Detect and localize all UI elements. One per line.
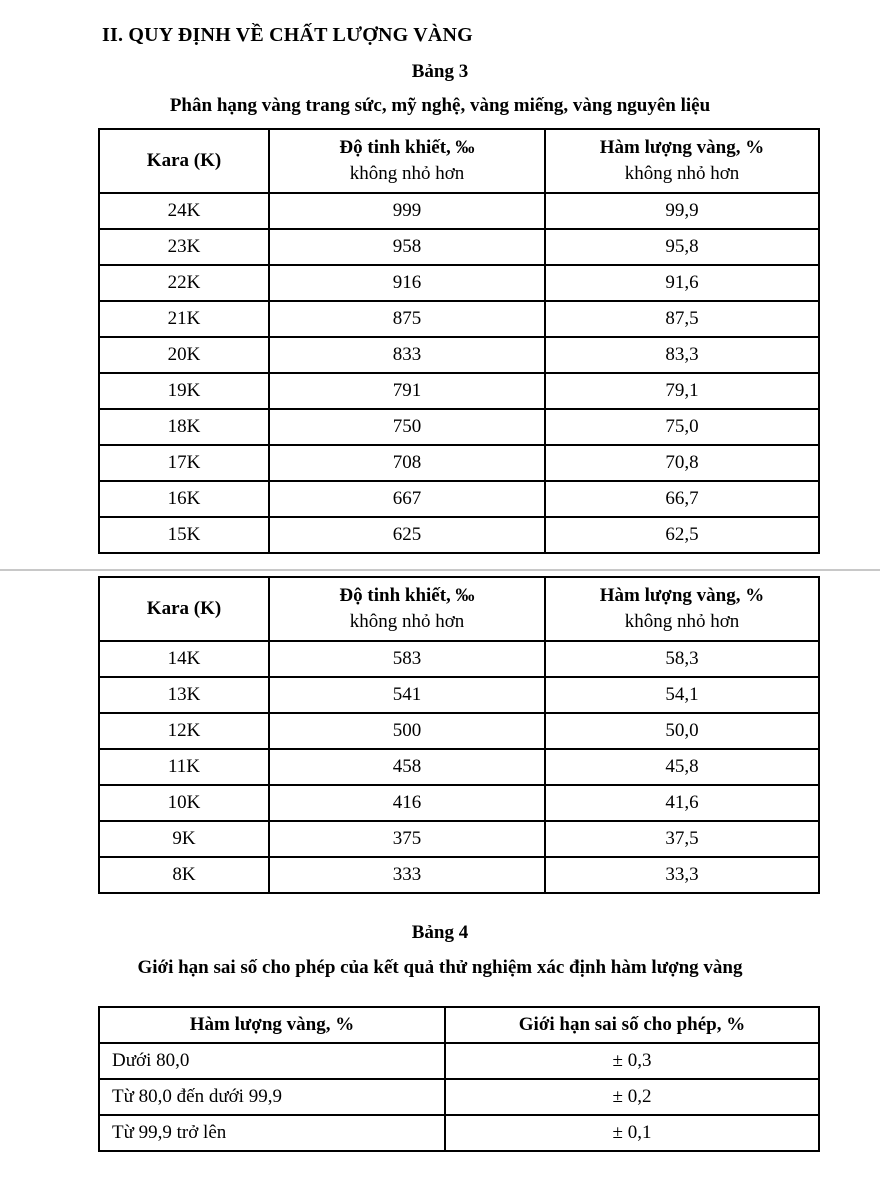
table-row	[99, 373, 819, 409]
header-purity-sub: không nhỏ hơn	[349, 162, 465, 184]
cell-content: 58,3	[545, 641, 819, 677]
cell-kara: 18K	[99, 409, 269, 445]
cell-content: 33,3	[545, 857, 819, 893]
cell-purity: 333	[269, 857, 545, 893]
page-break-divider	[0, 569, 880, 571]
cell-purity: 750	[269, 409, 545, 445]
cell-purity: 833	[269, 337, 545, 373]
table-header-row	[99, 129, 819, 193]
cell-kara: 19K	[99, 373, 269, 409]
table-row	[99, 1079, 819, 1115]
cell-content: 99,9	[545, 193, 819, 229]
header-content-label: Hàm lượng vàng, %	[599, 584, 765, 606]
table-row	[99, 857, 819, 893]
header-content	[545, 129, 819, 193]
table-row	[99, 749, 819, 785]
cell-kara: 24K	[99, 193, 269, 229]
table-row	[99, 337, 819, 373]
cell-purity: 625	[269, 517, 545, 553]
header-content-label: Hàm lượng vàng, %	[599, 136, 765, 158]
section-title: II. QUY ĐỊNH VỀ CHẤT LƯỢNG VÀNG	[102, 24, 473, 46]
cell-purity: 458	[269, 749, 545, 785]
cell-tolerance: ± 0,1	[445, 1115, 819, 1151]
cell-content: 41,6	[545, 785, 819, 821]
header-kara: Kara (K)	[99, 129, 269, 193]
cell-content: 62,5	[545, 517, 819, 553]
cell-purity: 541	[269, 677, 545, 713]
cell-purity: 958	[269, 229, 545, 265]
table-row	[99, 1043, 819, 1079]
cell-purity: 708	[269, 445, 545, 481]
cell-purity: 875	[269, 301, 545, 337]
cell-purity: 375	[269, 821, 545, 857]
header-purity-sub: không nhỏ hơn	[349, 610, 465, 632]
header-purity-label: Độ tinh khiết, ‰	[339, 136, 475, 158]
cell-kara: 20K	[99, 337, 269, 373]
cell-purity: 416	[269, 785, 545, 821]
cell-content: 70,8	[545, 445, 819, 481]
cell-content: 91,6	[545, 265, 819, 301]
cell-kara: 10K	[99, 785, 269, 821]
table-row	[99, 265, 819, 301]
cell-purity: 999	[269, 193, 545, 229]
cell-tolerance: ± 0,3	[445, 1043, 819, 1079]
table4	[98, 1006, 820, 1152]
table3-label: Bảng 3	[411, 61, 469, 82]
cell-tolerance: ± 0,2	[445, 1079, 819, 1115]
header-tolerance: Giới hạn sai số cho phép, %	[445, 1007, 819, 1043]
cell-content: 87,5	[545, 301, 819, 337]
table-row	[99, 821, 819, 857]
cell-kara: 16K	[99, 481, 269, 517]
cell-purity: 791	[269, 373, 545, 409]
table-row	[99, 409, 819, 445]
cell-purity: 500	[269, 713, 545, 749]
table-row	[99, 481, 819, 517]
table-row	[99, 445, 819, 481]
cell-content: 45,8	[545, 749, 819, 785]
cell-kara: 13K	[99, 677, 269, 713]
cell-kara: 8K	[99, 857, 269, 893]
cell-kara: 9K	[99, 821, 269, 857]
cell-purity: 916	[269, 265, 545, 301]
header-content-sub: không nhỏ hơn	[624, 610, 740, 632]
cell-purity: 583	[269, 641, 545, 677]
table4-title: Giới hạn sai số cho phép của kết quả thử nghiệm xác định hàm lượng vàng	[137, 957, 743, 978]
header-purity-label: Độ tinh khiết, ‰	[339, 584, 475, 606]
cell-kara: 22K	[99, 265, 269, 301]
table-row	[99, 677, 819, 713]
cell-kara: 23K	[99, 229, 269, 265]
cell-kara: 11K	[99, 749, 269, 785]
cell-content: 50,0	[545, 713, 819, 749]
cell-kara: 15K	[99, 517, 269, 553]
table3-part2	[98, 576, 820, 894]
table-row	[99, 641, 819, 677]
cell-content: Từ 99,9 trở lên	[99, 1115, 445, 1151]
cell-content: Dưới 80,0	[99, 1043, 445, 1079]
cell-content: 54,1	[545, 677, 819, 713]
table-row	[99, 713, 819, 749]
cell-content: 79,1	[545, 373, 819, 409]
cell-content: 95,8	[545, 229, 819, 265]
table4-label: Bảng 4	[411, 922, 469, 943]
table-header-row	[99, 577, 819, 641]
cell-content: Từ 80,0 đến dưới 99,9	[99, 1079, 445, 1115]
table-row	[99, 229, 819, 265]
header-purity	[269, 129, 545, 193]
cell-kara: 17K	[99, 445, 269, 481]
header-content	[545, 577, 819, 641]
cell-content: 75,0	[545, 409, 819, 445]
cell-purity: 667	[269, 481, 545, 517]
table-row	[99, 301, 819, 337]
table-row	[99, 193, 819, 229]
table3-title: Phân hạng vàng trang sức, mỹ nghệ, vàng miếng, vàng nguyên liệu	[169, 95, 711, 116]
table3-part1	[98, 128, 820, 554]
header-content-sub: không nhỏ hơn	[624, 162, 740, 184]
cell-kara: 21K	[99, 301, 269, 337]
table-header-row	[99, 1007, 819, 1043]
cell-kara: 14K	[99, 641, 269, 677]
header-kara: Kara (K)	[99, 577, 269, 641]
table-row	[99, 517, 819, 553]
header-purity	[269, 577, 545, 641]
cell-content: 83,3	[545, 337, 819, 373]
cell-content: 37,5	[545, 821, 819, 857]
cell-content: 66,7	[545, 481, 819, 517]
table-row	[99, 1115, 819, 1151]
cell-kara: 12K	[99, 713, 269, 749]
header-content: Hàm lượng vàng, %	[99, 1007, 445, 1043]
table-row	[99, 785, 819, 821]
